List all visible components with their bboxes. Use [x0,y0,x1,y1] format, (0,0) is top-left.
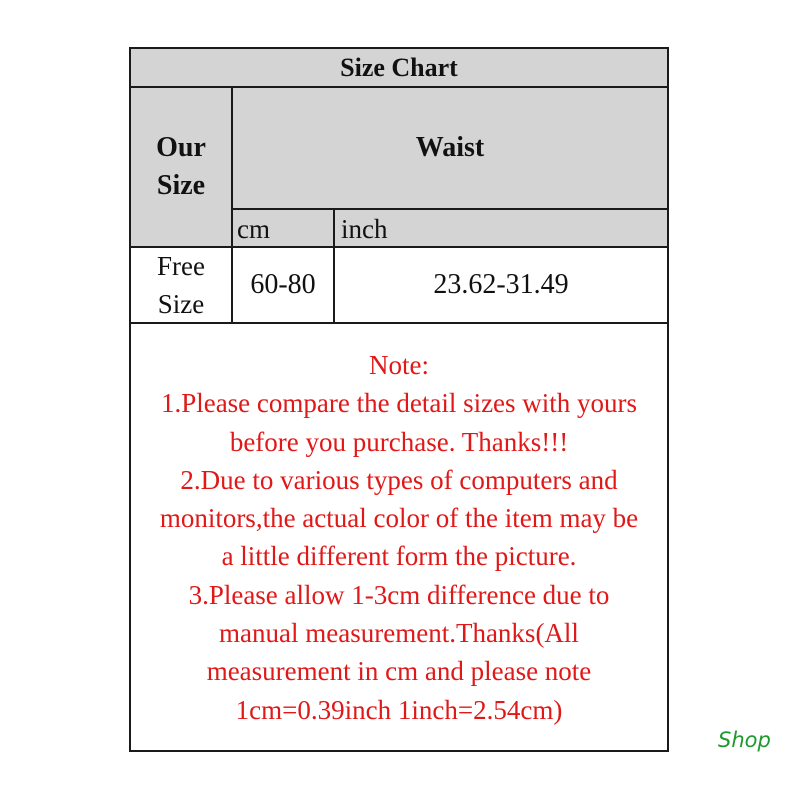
unit-inch-header: inch [335,210,667,248]
size-chart-table [129,47,669,752]
unit-cm-header: cm [233,210,335,248]
note-line: 1.Please compare the detail sizes with yours [160,388,638,419]
waist-header: Waist [233,88,667,210]
our-size-header [131,88,233,248]
shop-watermark: Shop [718,728,771,752]
note-line: Note: [369,350,429,380]
note-line: before you purchase. Thanks!!! [229,426,569,457]
our-size-header-line2: Size [156,170,206,201]
row-size-line1: Free [157,251,205,281]
row-size-cell [131,248,233,324]
note-line: 2.Due to various types of computers and [180,464,618,495]
note-line: monitors,the actual color of the item may be [159,503,639,534]
note-line: 1cm=0.39inch 1inch=2.54cm) [235,694,563,725]
note-line: a little different form the picture. [221,541,577,572]
row-size-line2: Size [157,289,205,319]
row-waist-inch: 23.62-31.49 [335,248,667,324]
note-block [131,324,667,750]
note-line: 3.Please allow 1-3cm difference due to [188,579,610,610]
row-waist-cm: 60-80 [233,248,335,324]
note-line: manual measurement.Thanks(All [219,618,579,649]
size-chart-title: Size Chart [131,49,667,88]
note-line: measurement in cm and please note [206,656,592,687]
our-size-header-line1: Our [156,132,206,163]
